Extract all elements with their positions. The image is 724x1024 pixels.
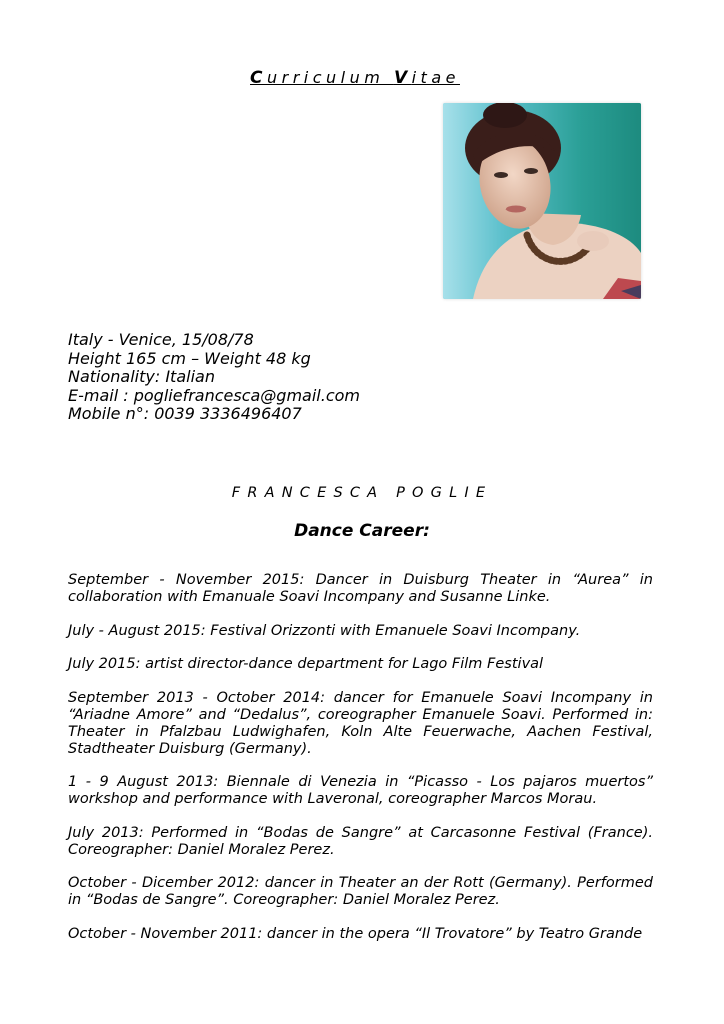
career-entry: September - November 2015: Dancer in Duisburg Theater in “Aurea” in collaboration with Emanuale Soavi Incompany and Susanne Linke.: [68, 572, 653, 605]
email: E-mail : pogliefrancesca@gmail.com: [68, 385, 360, 405]
title-initial-v: V: [393, 68, 412, 88]
career-entry: July 2015: artist director-dance department for Lago Film Festival: [68, 656, 544, 672]
career-entry: October - November 2011: dancer in the opera “Il Trovatore” by Teatro Grande: [68, 925, 643, 942]
height-weight: Height 165 cm – Weight 48 kg: [68, 348, 311, 368]
section-title-dance-career: Dance Career:: [294, 521, 430, 541]
portrait-photo: [443, 103, 641, 299]
career-entries: [68, 572, 653, 959]
birth-info: Italy - Venice, 15/08/78: [68, 330, 254, 349]
portrait-illustration: [443, 103, 641, 299]
career-entry: 1 - 9 August 2013: Biennale di Venezia in “Picasso - Los pajaros muertos” workshop and performance with Laveronal, coreographer Marcos Morau.: [68, 774, 653, 807]
career-entry: October - Dicember 2012: dancer in Theater an der Rott (Germany). Performed in “Bodas de Sangre”. Coreographer: Daniel Moralez Perez.: [68, 875, 653, 908]
personal-info: [68, 331, 360, 424]
career-entry: July - August 2015: Festival Orizzonti with Emanuele Soavi Incompany.: [68, 622, 581, 639]
title-word-1: urriculum: [267, 68, 394, 87]
title-initial-c: C: [250, 68, 267, 88]
career-entry: September 2013 - October 2014: dancer for Emanuele Soavi Incompany in “Ariadne Amore” and “Dedalus”, coreographer Emanuele Soavi. Performed in: Theater in Pfalzbau Ludwighafen, Koln Alte Feuerwache, Aachen Festival, Stadtheater Duisburg (Germany).: [68, 689, 653, 757]
career-entry: July 2013: Performed in “Bodas de Sangre” at Carcasonne Festival (France). Coreographer: Daniel Moralez Perez.: [68, 824, 653, 858]
title-word-2: itae: [411, 68, 460, 87]
full-name: FRANCESCA POGLIE: [231, 485, 493, 501]
cv-title: [0, 68, 710, 88]
mobile-number: Mobile n°: 0039 3336496407: [68, 404, 302, 423]
nationality: Nationality: Italian: [68, 367, 215, 386]
